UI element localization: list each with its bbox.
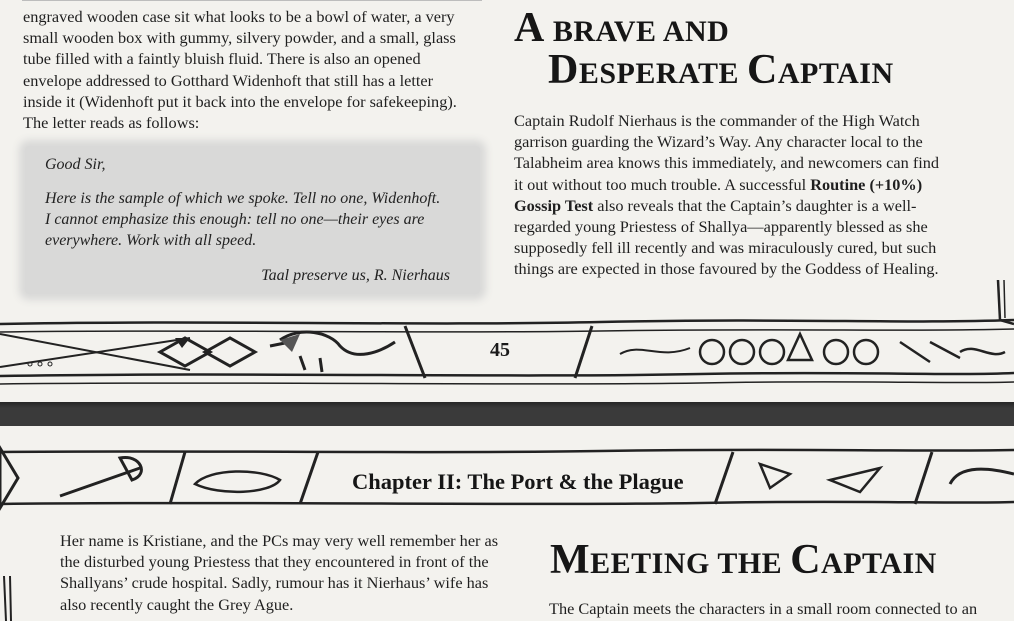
section-heading-brave-captain: [514, 4, 894, 94]
text-line: things are expected in those favoured by the Goddess of Healing.: [514, 259, 939, 279]
heading-initial: M: [550, 537, 591, 583]
text-line: the disturbed young Priestess that they encountered in front of the: [60, 552, 489, 572]
heading-text: BRAVE AND: [544, 15, 730, 48]
text-line: regarded young Priestess of Shallya—apparently blessed as she: [514, 217, 928, 237]
heading-text: APTAIN: [821, 547, 937, 580]
heading-initial: D: [548, 47, 579, 93]
text-line: tube filled with a faintly bluish fluid. There is also an opened: [23, 49, 421, 69]
right-column-text: The Captain meets the characters in a small room connected to an: [549, 599, 978, 618]
text-line: envelope addressed to Gotthard Widenhoft that still has a letter: [23, 70, 434, 90]
letter-box: [25, 146, 480, 294]
text-line: inside it (Widenhoft put it back into the envelope for safekeeping).: [23, 91, 457, 111]
heading-text: EETING THE: [590, 547, 791, 580]
right-column-text: [514, 110, 984, 280]
text-line: [514, 174, 984, 195]
text-line: [514, 195, 984, 216]
text-span: also reveals that the Captain’s daughter is a well-: [593, 195, 917, 215]
text-span: it out without too much trouble. A successful: [514, 174, 811, 194]
heading-initial: C: [790, 537, 822, 583]
text-line: The letter reads as follows:: [23, 113, 200, 133]
border-frame-left: [0, 576, 14, 621]
page-gap: [0, 402, 1014, 426]
bold-text: Routine (+10%): [810, 174, 923, 194]
left-column-text: [60, 530, 540, 615]
text-line: also recently caught the Grey Ague.: [60, 594, 294, 614]
heading-text: APTAIN: [777, 57, 894, 90]
heading-initial: C: [747, 47, 778, 93]
page-gap-shadow: [0, 402, 1014, 408]
page-number: 45: [490, 339, 510, 361]
text-line: garrison guarding the Wizard’s Way. Any character local to the: [514, 132, 923, 152]
text-line: engraved wooden case sit what looks to be a bowl of water, a very: [23, 7, 455, 26]
text-line: Captain Rudolf Nierhaus is the commander of the High Watch: [514, 111, 920, 130]
section-heading-meeting-captain: [550, 536, 937, 584]
left-column-text: [23, 6, 498, 133]
letter-salutation: Good Sir,: [45, 156, 106, 173]
page-46: [0, 426, 1014, 621]
text-line: small wooden box with gummy, silvery powder, and a small, glass: [23, 28, 456, 48]
bold-text: Gossip Test: [514, 195, 594, 215]
chapter-title: Chapter II: The Port & the Plague: [352, 469, 684, 494]
letter-signature: Taal preserve us, R. Nierhaus: [261, 267, 450, 284]
letter-line: I cannot emphasize this enough: tell no one—their eyes are: [45, 211, 425, 228]
heading-text: ESPERATE: [578, 57, 747, 90]
letter-line: Here is the sample of which we spoke. Tell no one, Widenhoft.: [45, 190, 441, 207]
letter-line: everywhere. Work with all speed.: [45, 232, 257, 249]
cropped-text-fragment: [22, 0, 492, 4]
text-line: supposedly fell ill recently and was miraculously cured, but such: [514, 238, 937, 258]
heading-initial: A: [514, 5, 545, 51]
text-line: Shallyans’ crude hospital. Sadly, rumour has it Nierhaus’ wife has: [60, 573, 489, 593]
text-line: Talabheim area knows this immediately, and newcomers can find: [514, 153, 940, 173]
text-line: Her name is Kristiane, and the PCs may very well remember her as: [60, 531, 499, 550]
